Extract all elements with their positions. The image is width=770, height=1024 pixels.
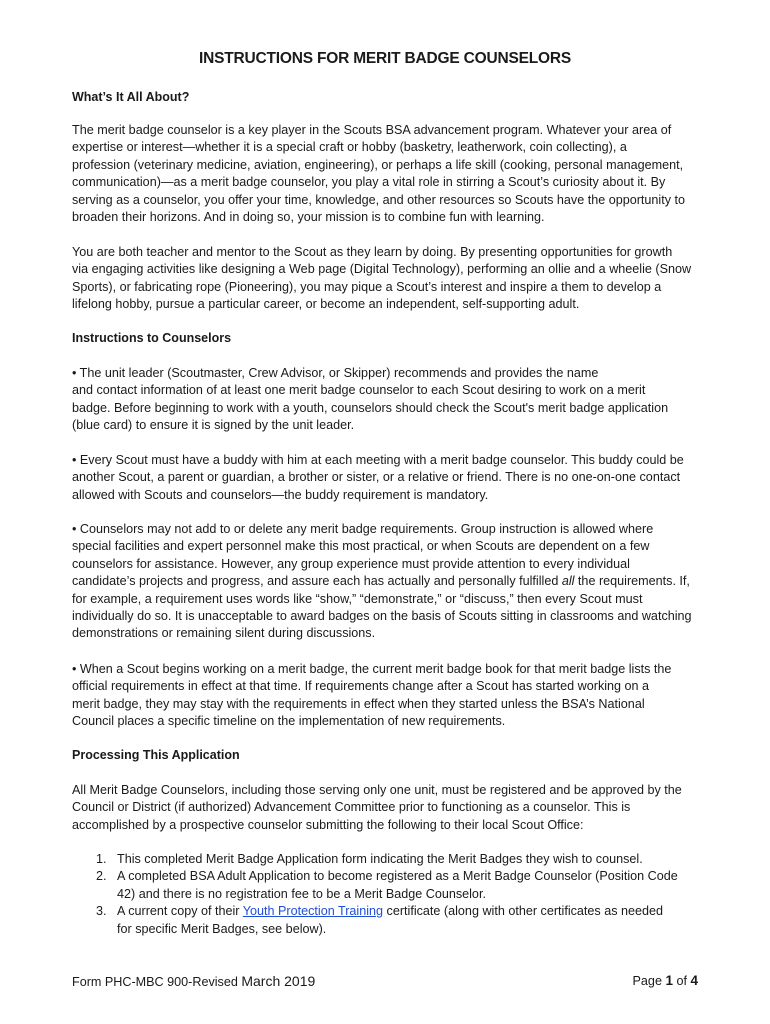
heading-instructions: Instructions to Counselors [72, 331, 232, 345]
heading-processing: Processing This Application [72, 748, 240, 762]
bullet-requirements-lines [72, 521, 698, 573]
youth-protection-training-link[interactable]: Youth Protection Training [242, 904, 384, 919]
text-line: • When a Scout begins working on a merit badge, the current merit badge book for that merit badge lists the [72, 662, 672, 676]
text-line: individually do so. It is unacceptable to award badges on the basis of Scouts sitting in classrooms and watching [72, 609, 692, 624]
text-line: The merit badge counselor is a key player in the Scouts BSA advancement program. Whatever your area of [72, 123, 672, 137]
page-number [633, 973, 698, 988]
text-line: official requirements in effect at that time. If requirements change after a Scout has started working on a [72, 679, 650, 694]
text-line: via engaging activities like designing a Web page (Digital Technology), performing an ollie and a wheelie (Snow [72, 262, 692, 277]
text-line: • The unit leader (Scoutmaster, Crew Advisor, or Skipper) recommends and provides the name [72, 366, 599, 380]
text-line: • Counselors may not add to or delete any merit badge requirements. Group instruction is allowed where [72, 522, 654, 536]
requirements-list-items [72, 851, 698, 903]
requirements-list [72, 851, 698, 938]
bullet-requirements-rest [72, 591, 698, 643]
text-line: communication)—as a merit badge counselor, you play a vital role in stirring a Scout’s curiosity about it. By [72, 175, 666, 190]
text-line: Sports), or fabricating rope (Pioneering), you may pique a Scout’s interest and inspire a them to develop a [72, 279, 662, 294]
page-label: Page [632, 974, 666, 988]
text-line: and contact information of at least one merit badge counselor to each Scout desiring to work on a merit [72, 383, 646, 398]
list-item-line: 42) and there is no registration fee to be a Merit Badge Counselor. [117, 886, 486, 901]
text-span: A current copy of their [117, 904, 243, 919]
text-line: demonstrations or remaining silent during discussions. [72, 626, 376, 641]
text-line: • Every Scout must have a buddy with him at each meeting with a merit badge counselor. This buddy could be [72, 453, 684, 467]
text-line: You are both teacher and mentor to the Scout as they learn by doing. By presenting opportunities for growth [72, 245, 673, 259]
text-line: expertise or interest—whether it is a special craft or hobby (basketry, leatherwork, coin collecting), a [72, 140, 627, 155]
list-item-line: A completed BSA Adult Application to become registered as a Merit Badge Counselor (Position Code [117, 869, 678, 884]
list-item-line: This completed Merit Badge Application form indicating the Merit Badges they wish to counsel. [117, 852, 643, 866]
total-pages: 4 [690, 973, 698, 988]
text-line: profession (veterinary medicine, aviation, engineering), or perhaps a life skill (cooking, personal management, [72, 157, 684, 172]
text-line: (blue card) to ensure it is signed by the unit leader. [72, 418, 355, 433]
text-span: candidate’s projects and progress, and assure each has actually and personally fulfilled [72, 574, 562, 589]
text-line: special facilities and expert personnel make this most practical, or when Scouts are dependent on a few [72, 539, 650, 554]
emphasis-all: all [561, 574, 575, 589]
text-line: badge. Before beginning to work with a youth, counselors should check the Scout's merit badge application [72, 400, 669, 415]
text-line: another Scout, a parent or guardian, a brother or sister, or a relative or friend. There is no one-on-one contact [72, 470, 681, 485]
list-number: 2. [96, 869, 107, 884]
text-line: Council or District (if authorized) Advancement Committee prior to functioning as a counselor. This is [72, 800, 631, 815]
page-title: INSTRUCTIONS FOR MERIT BADGE COUNSELORS [199, 50, 571, 67]
text-line: lifelong hobby, pursue a particular career, or become an independent, self-supporting adult. [72, 297, 580, 312]
list-item [72, 851, 698, 868]
text-line: broaden their horizons. And in doing so, your mission is to combine fun with learning. [72, 210, 545, 225]
list-item [72, 868, 698, 903]
form-number: Form PHC-MBC 900-Revised [72, 975, 242, 989]
text-line: accomplished by a prospective counselor submitting the following to their local Scout Office: [72, 817, 584, 832]
text-line: for example, a requirement uses words like “show,” “demonstrate,” or “discuss,” then every Scout must [72, 591, 643, 606]
form-footer [72, 973, 315, 989]
list-item-line: for specific Merit Badges, see below). [117, 921, 327, 936]
text-line: counselors for assistance. However, any group experience must provide attention to every individual [72, 556, 630, 571]
text-line: serving as a counselor, you offer your time, knowledge, and other resources so Scouts have the opportunity to [72, 192, 686, 207]
paragraph-about-2 [72, 244, 698, 314]
list-item-youth-protection [72, 903, 698, 938]
heading-about: What’s It All About? [72, 90, 190, 104]
bullet-requirements [72, 521, 698, 643]
current-page: 1 [665, 973, 673, 988]
bullet-buddy [72, 452, 698, 504]
text-line: merit badge, they may stay with the requirements in effect when they started unless the BSA’s National [72, 696, 645, 711]
page-of: of [672, 974, 691, 988]
text-span: the requirements. If, [574, 574, 690, 589]
text-line: All Merit Badge Counselors, including those serving only one unit, must be registered and be approved by the [72, 783, 682, 797]
text-line: allowed with Scouts and counselors—the buddy requirement is mandatory. [72, 487, 489, 502]
list-number: 3. [96, 904, 107, 919]
paragraph-about-1 [72, 122, 698, 226]
paragraph-processing [72, 782, 698, 834]
bullet-unit-leader [72, 365, 698, 435]
text-line: Council places a specific timeline on the implementation of new requirements. [72, 714, 506, 729]
list-number: 1. [96, 852, 107, 866]
bullet-requirements-line-4 [72, 573, 698, 590]
form-date: March 2019 [241, 973, 316, 989]
bullet-requirement-changes [72, 661, 698, 731]
text-span: certificate (along with other certificates as needed [383, 904, 664, 919]
